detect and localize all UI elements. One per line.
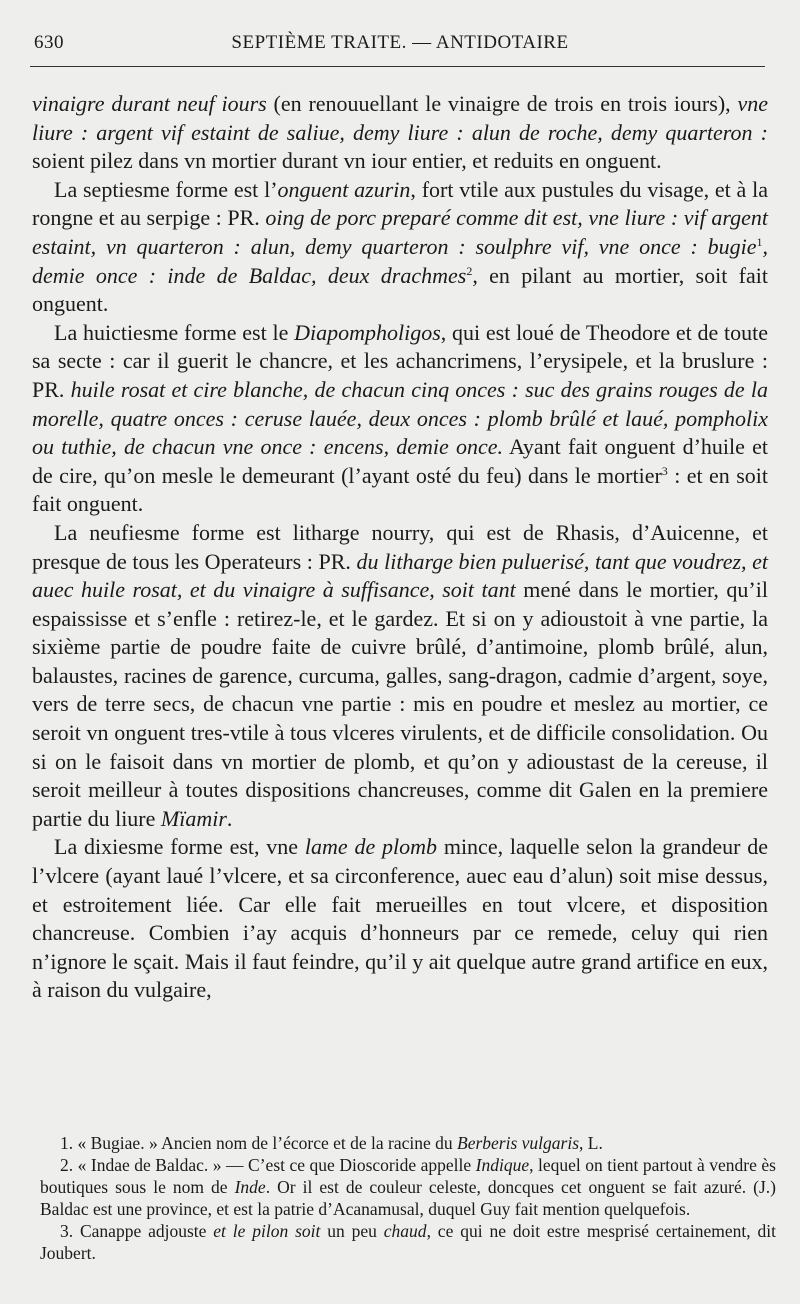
text-span: mené dans le mortier, qu’il espaississe et s’enfle : retirez-le, et le gardez. Et si on y adioustoit à vne partie, la sixième partie de poudre faite de cuivre brûlé, d’antimoine, plomb brûlé, alun, balaustes, racines de garence, curcuma, galles, sang-dragon, cadmie d’argent, soye, vers de terre secs, de chacun vne partie : mis en poudre et meslez au mortier, ce seroit vn onguent tres-vtile à tous vlceres virulents, et de difficile consolidation. Ou si on le faisoit dans vn mortier de plomb, et qu’on y adioustast de la cereuse, il seroit meilleur à toutes dispositions chancreuses, comme dit Galen en la premiere partie du liure <box>32 577 768 831</box>
italic-span: chaud <box>383 1221 427 1241</box>
italic-span: lame de plomb <box>304 834 438 860</box>
italic-span: Mïamir <box>160 805 227 831</box>
footnotes <box>40 1132 776 1264</box>
text-span: . Or il est de couleur celeste, doncques cet onguent se fait azuré. (J.) Baldac est une province, et est la patrie d’Acanamusal, duquel Guy fait mention quelquefois. <box>40 1177 776 1219</box>
running-title: SEPTIÈME TRAITE. — ANTIDOTAIRE <box>231 32 569 53</box>
text-span: 3. Canappe adjouste <box>60 1221 214 1241</box>
text-span: La dixiesme forme est, vne <box>54 834 305 860</box>
text-span: 1. « Bugiae. » Ancien nom de l’écorce et de la racine du <box>60 1133 457 1153</box>
page-number: 630 <box>34 32 64 53</box>
text-span: . <box>226 805 233 831</box>
paragraph <box>32 519 768 834</box>
paragraph <box>32 176 768 319</box>
text-span: , qui est loué de Theodore et de toute sa secte : car il guerit le chancre, et les achancrimens, l’erysipele, et la bruslure : PR. <box>32 319 768 402</box>
italic-span: , demie once : inde de Baldac, deux drachmes <box>32 233 768 288</box>
text-span: , L. <box>579 1133 603 1153</box>
italic-span: huile rosat et cire blanche, de chacun cinq onces : suc des grains rouges de la morelle, quatre onces : ceruse lauée, deux onces : plomb brûlé et laué, pompholix ou tuthie, de chacun vne once : encens, demie once. <box>32 376 768 460</box>
italic-span: onguent azurin <box>277 176 411 202</box>
italic-span: du litharge bien puluerisé, tant que voudrez, et auec huile rosat, et du vinaigre à suffisance, soit tant <box>32 548 768 603</box>
italic-span: et le pilon soit <box>213 1221 321 1241</box>
paragraph <box>32 90 768 176</box>
text-span: La septiesme forme est l’ <box>54 176 278 202</box>
text-span: soient pilez dans vn mortier durant vn iour entier, et reduits en onguent. <box>32 148 662 174</box>
italic-span: Inde <box>234 1177 266 1197</box>
footnote-ref: 3 <box>661 463 668 478</box>
footnote <box>40 1132 776 1154</box>
footnote-ref: 1 <box>756 234 763 249</box>
italic-span: Diapompholigos <box>294 319 441 345</box>
text-span: , fort vtile aux pustules du visage, et à la rongne et au serpige : PR. <box>32 176 768 231</box>
text-span: La neufiesme forme est litharge nourry, qui est de Rhasis, d’Auicenne, et presque de tous les Operateurs : PR. <box>32 519 768 574</box>
italic-span: Indique <box>475 1155 530 1175</box>
italic-span: oing de porc preparé comme dit est, vne liure : vif argent estaint, vn quarteron : alun, demy quarteron : soulphre vif, vne once : bugie <box>32 205 768 259</box>
text-span: un peu <box>320 1221 384 1241</box>
main-text <box>32 90 768 1005</box>
footnote <box>40 1154 776 1220</box>
italic-span: vne liure : argent vif estaint de saliue, demy liure : alun de roche, demy quarteron : <box>32 91 768 145</box>
text-span: , lequel on tient partout à vendre ès boutiques sous le nom de <box>40 1155 776 1197</box>
text-span: , en pilant au mortier, soit fait onguent. <box>32 262 768 317</box>
text-span: , ce qui ne doit estre mesprisé certainement, dit Joubert. <box>40 1221 776 1263</box>
italic-span: vinaigre durant neuf iours <box>32 91 267 116</box>
paragraph <box>32 319 768 519</box>
text-span: 2. « Indae de Baldac. » — C’est ce que Dioscoride appelle <box>60 1155 476 1175</box>
header-rule <box>30 66 765 67</box>
text-span: Ayant fait onguent d’huile et de cire, qu’on mesle le demeurant (l’ayant osté du feu) dans le mortier <box>32 434 768 488</box>
footnote-ref: 2 <box>466 263 473 278</box>
text-span: : et en soit fait onguent. <box>32 462 768 517</box>
running-header <box>30 28 770 58</box>
footnote <box>40 1220 776 1264</box>
text-span: La huictiesme forme est le <box>54 319 295 345</box>
paragraph <box>32 833 768 1005</box>
italic-span: Berberis vulgaris <box>457 1133 580 1153</box>
text-span: mince, laquelle selon la grandeur de l’vlcere (ayant laué l’vlcere, et sa circonference, auec eau d’alun) soit mise dessus, et estroitement liée. Car elle fait merueilles en tout vlcere, et disposition chancreuse. Combien i’ay acquis d’honneurs par ce remede, celuy qui rien n’ignore le sçait. Mais il faut feindre, qu’il y ait quelque autre grand artifice en eux, à raison du vulgaire, <box>32 834 768 1003</box>
text-span: (en renouuellant le vinaigre de trois en trois iours), <box>266 91 738 116</box>
